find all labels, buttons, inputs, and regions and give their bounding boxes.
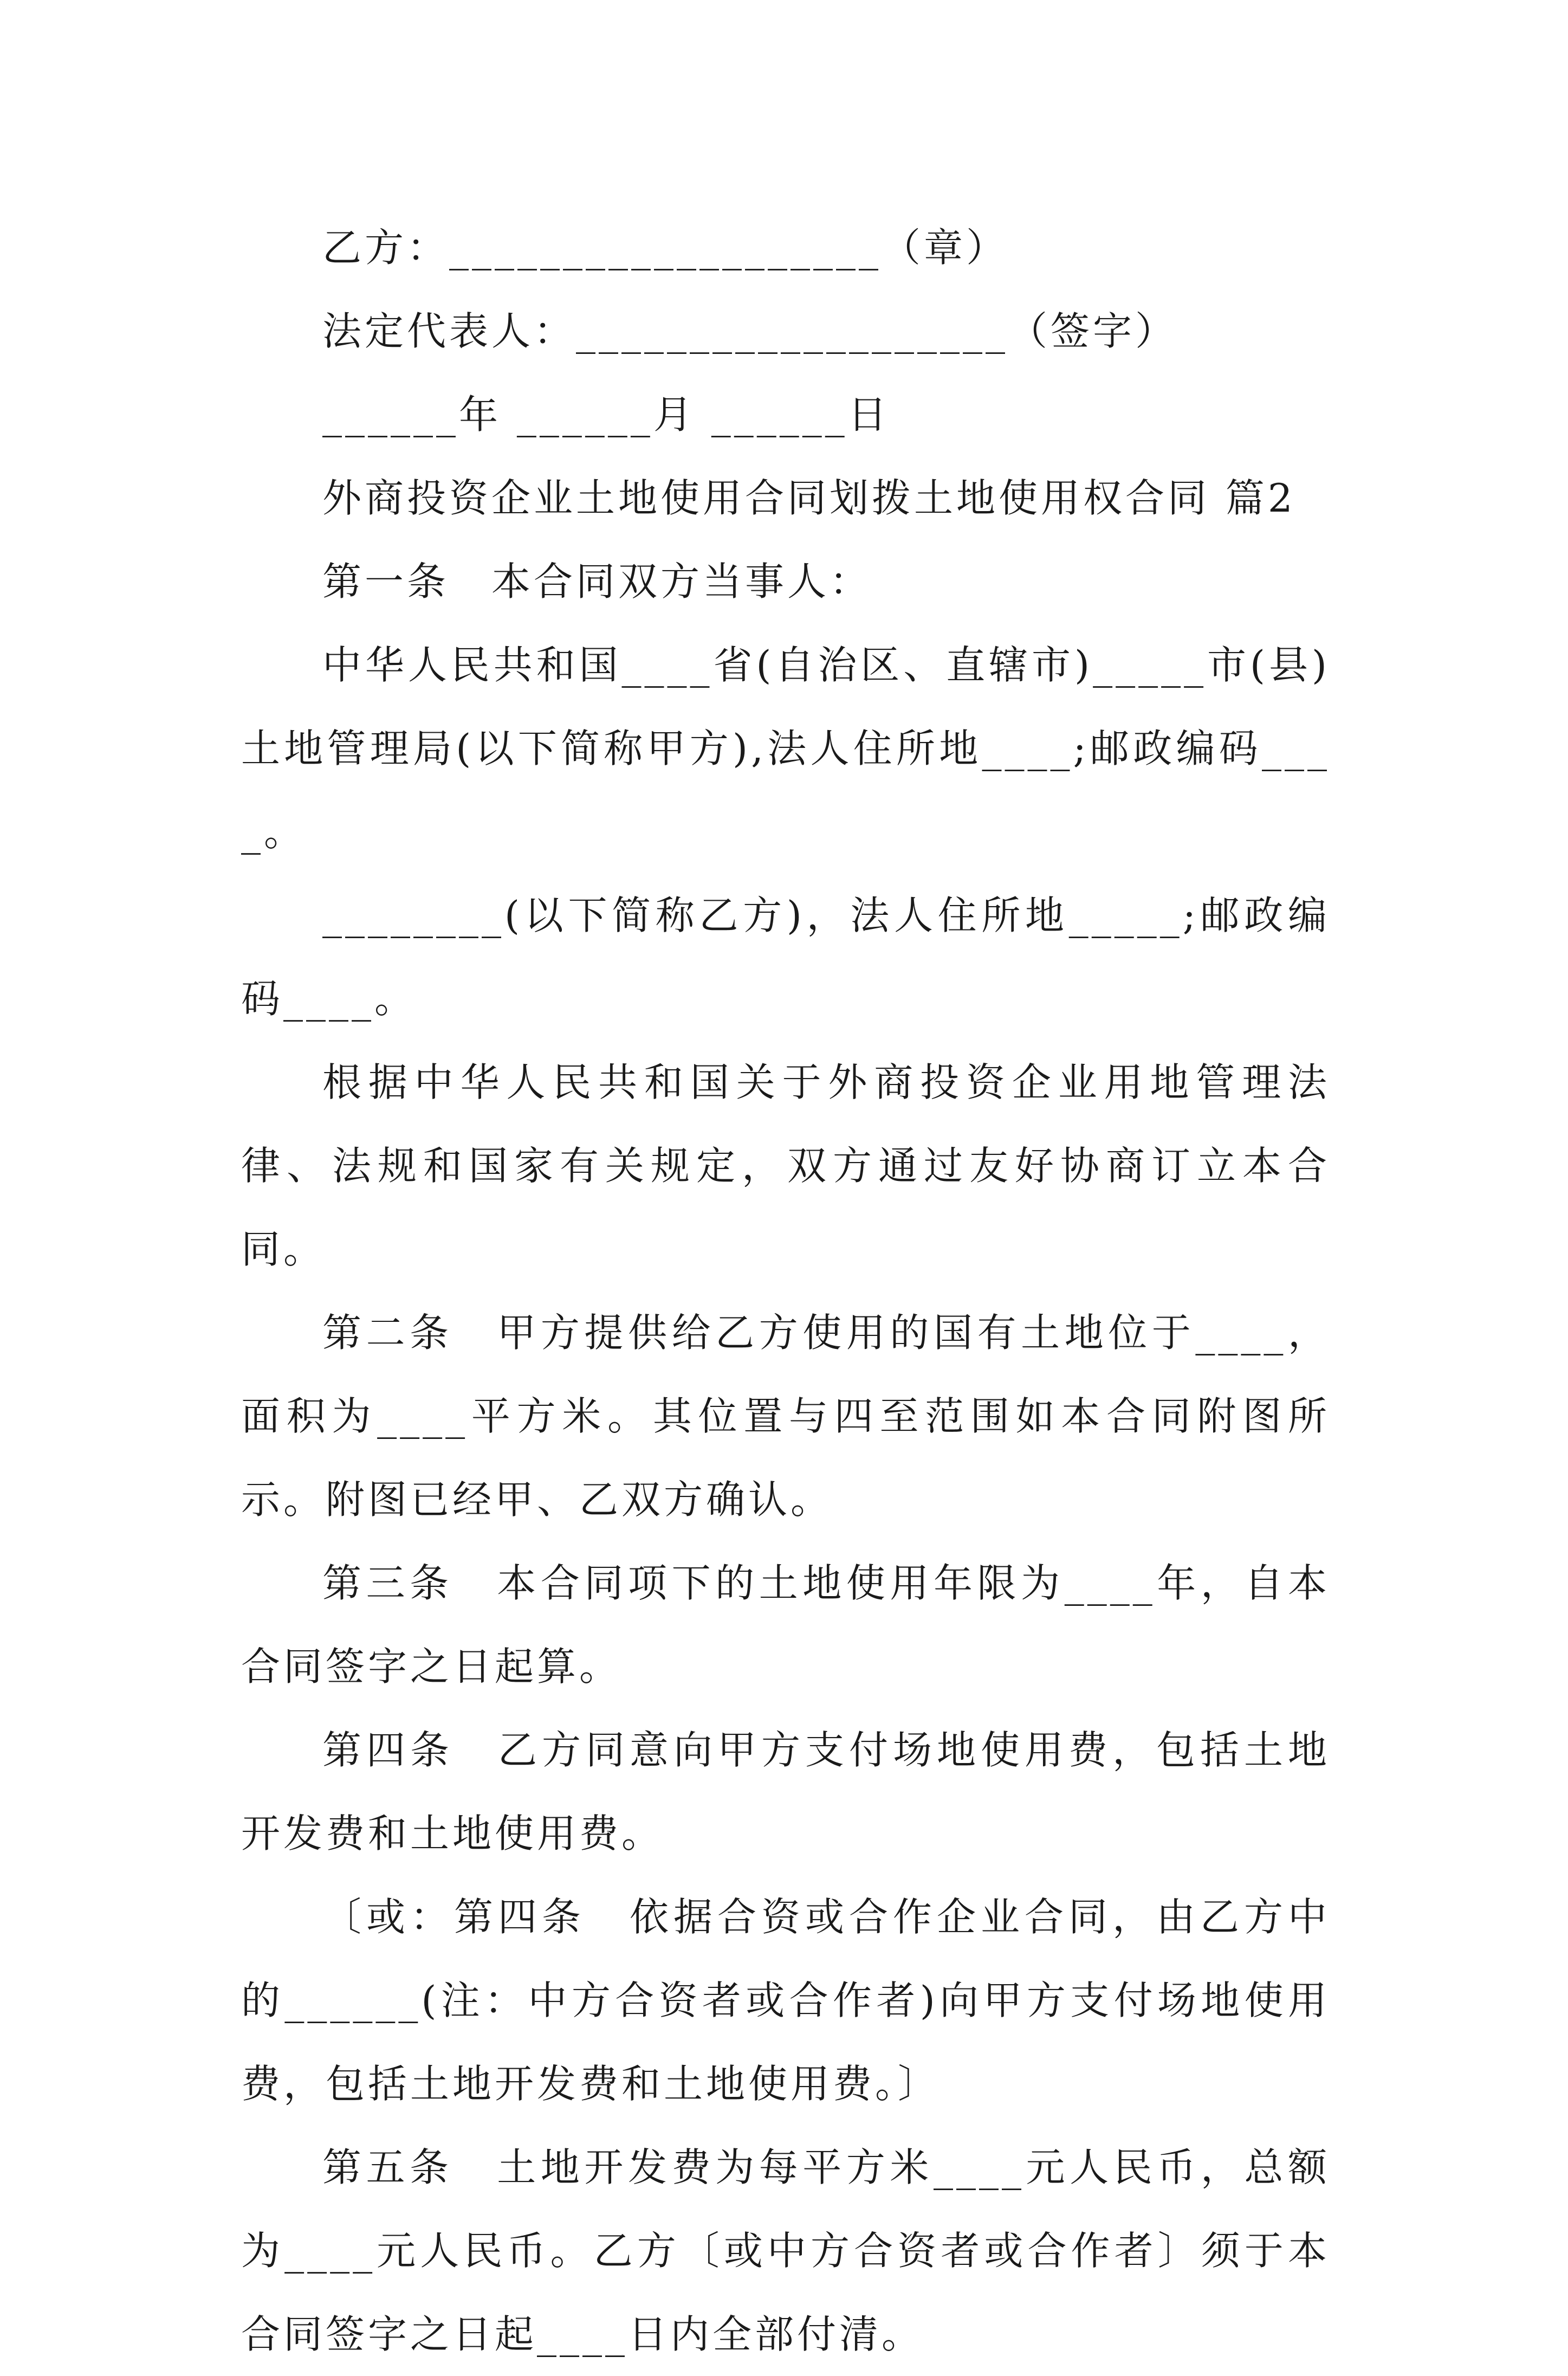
article-2-paragraph: 第二条 甲方提供给乙方使用的国有土地位于____，面积为____平方米。其位置与四至范围如本合同附图所示。附图已经甲、乙双方确认。 [241, 1310, 1330, 1522]
legal-representative-line [241, 289, 1330, 373]
party-b-signature-line [241, 206, 1330, 289]
party-a-paragraph: 中华人民共和国____省(自治区、直辖市)_____市(县)土地管理局(以下简称甲方),法人住所地____;邮政编码____。 [241, 642, 1330, 855]
party-b-label: 乙方： [322, 225, 450, 270]
article-3-paragraph: 第三条 本合同项下的土地使用年限为____年，自本合同签字之日起算。 [241, 1560, 1330, 1689]
document-content [241, 206, 1330, 2376]
party-b-paragraph: ________(以下简称乙方)，法人住所地_____;邮政编码____。 [241, 893, 1330, 1022]
article-1-heading: 第一条 本合同双方当事人： [322, 559, 872, 604]
article-5-paragraph: 第五条 土地开发费为每平方米____元人民币，总额为____元人民币。乙方〔或中方合资者或合作者〕须于本合同签字之日起____日内全部付清。 [241, 2145, 1330, 2357]
party-b-blank: ___________________ [449, 225, 882, 270]
article-4-paragraph: 第四条 乙方同意向甲方支付场地使用费，包括土地开发费和土地使用费。 [241, 1727, 1330, 1856]
rep-label: 法定代表人： [322, 308, 576, 354]
party-b-seal-note: （章） [882, 225, 1009, 270]
rep-signature-note: （签字） [1008, 308, 1178, 354]
rep-blank: ___________________ [576, 308, 1009, 354]
article-4-alt-paragraph: 〔或：第四条 依据合资或合作企业合同，由乙方中的______(注：中方合资者或合作者)向甲方支付场地使用费，包括土地开发费和土地使用费。〕 [241, 1894, 1330, 2107]
section-title: 外商投资企业土地使用合同划拨土地使用权合同 篇2 [322, 475, 1296, 521]
date-line: ______年 ______月 ______日 [322, 392, 890, 437]
basis-paragraph: 根据中华人民共和国关于外商投资企业用地管理法律、法规和国家有关规定，双方通过友好协商订立本合同。 [241, 1060, 1330, 1272]
